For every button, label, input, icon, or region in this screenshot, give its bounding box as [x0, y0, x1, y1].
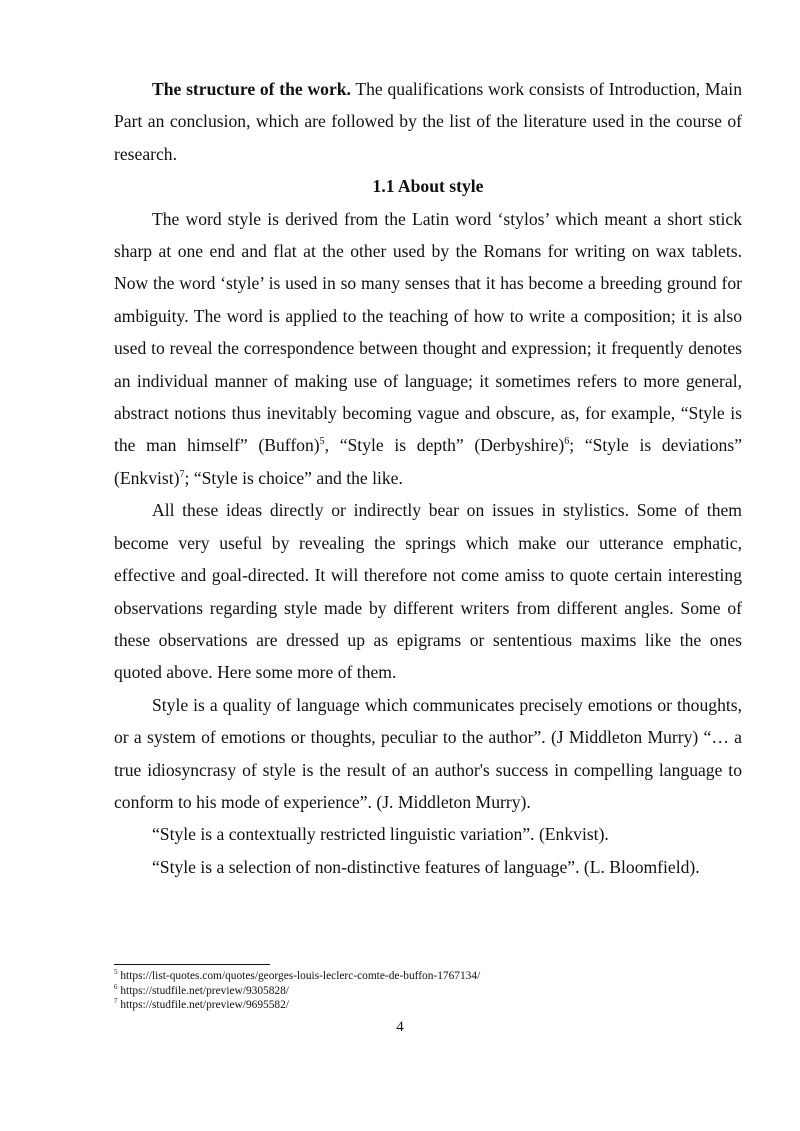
footnote-item — [114, 969, 742, 984]
footnote-link[interactable]: https://studfile.net/preview/9695582/ — [117, 999, 289, 1012]
footnote-separator — [114, 964, 270, 965]
document-body — [114, 73, 742, 883]
paragraph-word-style — [114, 203, 742, 495]
paragraph-text: The qualifications work consists of Introduction, Main Part an conclusion, which are followed by the list of the literature used in the course of research. — [114, 79, 742, 164]
paragraph-text: , “Style is depth” (Derbyshire) — [324, 435, 565, 456]
footnote-ref[interactable]: 5 — [319, 436, 325, 448]
paragraph-lead: The structure of the work. — [152, 79, 351, 99]
paragraph-text: ; “Style is choice” and the like. — [184, 467, 403, 488]
section-heading: 1.1 About style — [372, 176, 484, 197]
footnote-ref[interactable]: 7 — [179, 469, 185, 481]
footnote-link[interactable]: https://list-quotes.com/quotes/georges-louis-leclerc-comte-de-buffon-1767134/ — [117, 970, 481, 982]
paragraph-text: ; “Style is deviations” (Enkvist) — [114, 435, 743, 488]
footnotes — [114, 964, 742, 1013]
footnote-number: 7 — [114, 997, 118, 1006]
paragraph-text: The word style is derived from the Latin word ‘stylos’ which meant a short stick sharp at one end and flat at the other used by the Romans for writing on wax tablets. Now the word ‘style’ is used in so many senses that it has become a breeding ground for ambiguity. The word is applied to the teaching of how to write a composition; it is also used to reveal the correspondence between thought and expression; it frequently denotes an individual manner of making use of language; it sometimes refers to more general, abstract notions thus inevitably becoming vague and obscure, as, for example, “Style is the man himself” (Buffon) — [114, 208, 742, 456]
page-number: 4 — [396, 1019, 404, 1035]
footnote-item — [114, 998, 742, 1013]
paragraph-quote-enkvist: “Style is a contextually restricted linguistic variation”. (Enkvist). — [152, 824, 609, 845]
paragraph-quote-murry: Style is a quality of language which communicates precisely emotions or thoughts, or a system of emotions or thoughts, peculiar to the author”. (J Middleton Murry) “… a true idiosyncrasy of style is the result of an author's success in compelling language to conform to his mode of experience”. (J. Middleton Murry). — [114, 694, 742, 812]
paragraph-structure — [114, 73, 742, 170]
footnote-item — [114, 984, 742, 999]
paragraph-quote-bloomfield: “Style is a selection of non-distinctive features of language”. (L. Bloomfield). — [152, 856, 700, 877]
footnote-number: 5 — [114, 968, 118, 977]
footnote-number: 6 — [114, 982, 118, 991]
footnote-link[interactable]: https://studfile.net/preview/9305828/ — [117, 984, 289, 997]
paragraph-ideas: All these ideas directly or indirectly bear on issues in stylistics. Some of them become very useful by revealing the springs which make our utterance emphatic, effective and goal-directed. It will therefore not come amiss to quote certain interesting observations regarding style made by different writers from different angles. Some of these observations are dressed up as epigrams or sententious maxims like the ones quoted above. Here some more of them. — [114, 500, 742, 683]
footnote-ref[interactable]: 6 — [564, 436, 570, 448]
